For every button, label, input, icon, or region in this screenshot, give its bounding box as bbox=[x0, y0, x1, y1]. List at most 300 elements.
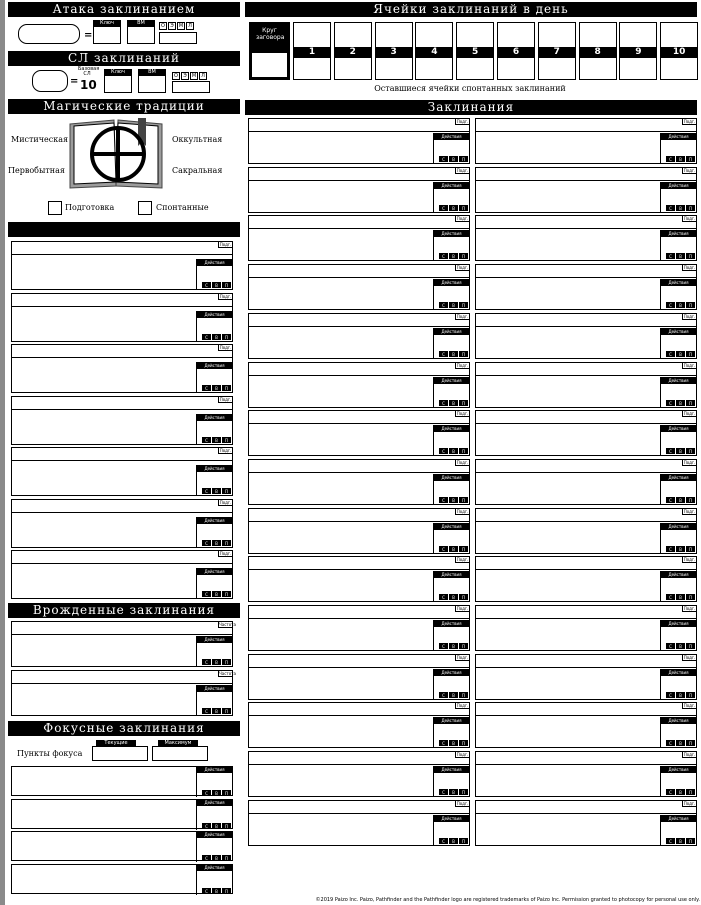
cantrip-card[interactable] bbox=[11, 293, 233, 342]
spell-name-field[interactable] bbox=[249, 606, 469, 619]
tradition-arcane[interactable]: Мистическая bbox=[11, 135, 69, 144]
components[interactable] bbox=[665, 448, 695, 454]
comp-p[interactable]: П bbox=[459, 789, 468, 795]
components[interactable] bbox=[201, 591, 231, 597]
actions-box[interactable] bbox=[196, 800, 232, 830]
actions-box[interactable] bbox=[660, 669, 696, 699]
dc-item-box[interactable] bbox=[172, 81, 210, 93]
spell-name-field[interactable] bbox=[476, 509, 696, 522]
prepared-checkbox[interactable] bbox=[48, 201, 62, 215]
prof-m[interactable]: М bbox=[191, 73, 197, 79]
components[interactable] bbox=[665, 594, 695, 600]
spell-name-field[interactable] bbox=[476, 216, 696, 229]
comp-p[interactable]: П bbox=[686, 838, 695, 844]
actions-box[interactable] bbox=[660, 717, 696, 747]
actions-box[interactable] bbox=[660, 571, 696, 601]
comp-s[interactable]: С bbox=[202, 334, 211, 340]
actions-box[interactable] bbox=[433, 279, 469, 309]
comp-v[interactable]: В bbox=[212, 282, 221, 288]
spell-dc-total[interactable] bbox=[32, 70, 68, 92]
spell-name-field[interactable] bbox=[249, 216, 469, 229]
spell-card[interactable] bbox=[248, 605, 470, 651]
comp-v[interactable]: В bbox=[676, 448, 685, 454]
actions-box[interactable] bbox=[433, 328, 469, 358]
comp-p[interactable]: П bbox=[686, 789, 695, 795]
actions-box[interactable] bbox=[433, 669, 469, 699]
spell-attack-total[interactable] bbox=[18, 24, 80, 44]
actions-box[interactable] bbox=[196, 362, 232, 392]
spell-name-field[interactable] bbox=[249, 460, 469, 473]
spell-card[interactable] bbox=[248, 410, 470, 456]
comp-s[interactable]: С bbox=[439, 205, 448, 211]
components[interactable] bbox=[201, 790, 231, 796]
components[interactable] bbox=[438, 448, 468, 454]
comp-v[interactable]: В bbox=[449, 302, 458, 308]
components[interactable] bbox=[665, 692, 695, 698]
comp-v[interactable]: В bbox=[212, 488, 221, 494]
comp-v[interactable]: В bbox=[449, 400, 458, 406]
actions-box[interactable] bbox=[433, 523, 469, 553]
components[interactable] bbox=[438, 351, 468, 357]
attack-key-box[interactable] bbox=[93, 26, 121, 44]
comp-p[interactable]: П bbox=[459, 253, 468, 259]
comp-s[interactable]: С bbox=[439, 643, 448, 649]
comp-p[interactable]: П bbox=[459, 497, 468, 503]
comp-s[interactable]: С bbox=[666, 643, 675, 649]
comp-v[interactable]: В bbox=[449, 546, 458, 552]
focus-card[interactable] bbox=[11, 864, 233, 894]
comp-s[interactable]: С bbox=[439, 740, 448, 746]
components[interactable] bbox=[665, 205, 695, 211]
spell-card[interactable] bbox=[475, 264, 697, 310]
comp-p[interactable]: П bbox=[222, 488, 231, 494]
comp-p[interactable]: П bbox=[222, 385, 231, 391]
comp-p[interactable]: П bbox=[686, 497, 695, 503]
focus-card[interactable] bbox=[11, 831, 233, 861]
comp-p[interactable]: П bbox=[686, 205, 695, 211]
prof-e[interactable]: Э bbox=[181, 72, 189, 80]
spell-card[interactable] bbox=[475, 508, 697, 554]
comp-p[interactable]: П bbox=[686, 253, 695, 259]
comp-s[interactable]: С bbox=[202, 540, 211, 546]
prof-o[interactable]: О bbox=[172, 72, 180, 80]
prof-m[interactable]: М bbox=[178, 23, 184, 29]
comp-s[interactable]: С bbox=[202, 888, 211, 894]
spell-name-field[interactable] bbox=[476, 314, 696, 327]
components[interactable] bbox=[438, 740, 468, 746]
comp-p[interactable]: П bbox=[686, 546, 695, 552]
comp-v[interactable]: В bbox=[676, 253, 685, 259]
attack-item-box[interactable] bbox=[159, 32, 197, 44]
spell-name-field[interactable] bbox=[476, 265, 696, 278]
spell-name-field[interactable] bbox=[476, 801, 696, 814]
comp-p[interactable]: П bbox=[459, 448, 468, 454]
actions-box[interactable] bbox=[433, 766, 469, 796]
comp-p[interactable]: П bbox=[222, 888, 231, 894]
cantrip-card[interactable] bbox=[11, 447, 233, 496]
spell-name-field[interactable] bbox=[12, 551, 232, 564]
spell-name-field[interactable] bbox=[249, 168, 469, 181]
components[interactable] bbox=[665, 838, 695, 844]
components[interactable] bbox=[665, 546, 695, 552]
actions-box[interactable] bbox=[196, 311, 232, 341]
focus-current-box[interactable] bbox=[92, 746, 148, 761]
spell-card[interactable] bbox=[248, 118, 470, 164]
spell-card[interactable] bbox=[475, 605, 697, 651]
focus-card[interactable] bbox=[11, 799, 233, 829]
spell-slot-level[interactable] bbox=[375, 22, 413, 80]
comp-v[interactable]: В bbox=[212, 540, 221, 546]
comp-v[interactable]: В bbox=[676, 546, 685, 552]
prof-l[interactable]: Л bbox=[199, 72, 207, 80]
spell-card[interactable] bbox=[248, 313, 470, 359]
spell-name-field[interactable] bbox=[12, 345, 232, 358]
comp-p[interactable]: П bbox=[222, 790, 231, 796]
components[interactable] bbox=[438, 253, 468, 259]
cantrip-card[interactable] bbox=[11, 396, 233, 445]
comp-v[interactable]: В bbox=[676, 400, 685, 406]
cantrip-card[interactable] bbox=[11, 241, 233, 290]
actions-box[interactable] bbox=[433, 571, 469, 601]
spell-name-field[interactable] bbox=[249, 557, 469, 570]
comp-s[interactable]: С bbox=[439, 156, 448, 162]
spell-slot-level[interactable] bbox=[456, 22, 494, 80]
spell-slot-level[interactable] bbox=[619, 22, 657, 80]
components[interactable] bbox=[438, 156, 468, 162]
spell-name-field[interactable] bbox=[12, 397, 232, 410]
spell-name-field[interactable] bbox=[12, 294, 232, 307]
comp-s[interactable]: С bbox=[202, 659, 211, 665]
comp-p[interactable]: П bbox=[459, 546, 468, 552]
tradition-occult[interactable]: Оккультная bbox=[172, 135, 223, 144]
comp-p[interactable]: П bbox=[686, 692, 695, 698]
comp-s[interactable]: С bbox=[439, 497, 448, 503]
comp-v[interactable]: В bbox=[212, 437, 221, 443]
comp-v[interactable]: В bbox=[212, 334, 221, 340]
actions-box[interactable] bbox=[660, 474, 696, 504]
comp-v[interactable]: В bbox=[212, 790, 221, 796]
components[interactable] bbox=[201, 855, 231, 861]
actions-box[interactable] bbox=[660, 620, 696, 650]
spell-card[interactable] bbox=[475, 362, 697, 408]
actions-box[interactable] bbox=[660, 377, 696, 407]
components[interactable] bbox=[665, 789, 695, 795]
focus-card[interactable] bbox=[11, 766, 233, 796]
comp-p[interactable]: П bbox=[222, 437, 231, 443]
spell-name-field[interactable] bbox=[476, 703, 696, 716]
comp-v[interactable]: В bbox=[212, 823, 221, 829]
spontaneous-checkbox[interactable] bbox=[138, 201, 152, 215]
actions-box[interactable] bbox=[196, 568, 232, 598]
comp-v[interactable]: В bbox=[676, 643, 685, 649]
comp-p[interactable]: П bbox=[459, 643, 468, 649]
dc-key-box[interactable] bbox=[104, 75, 132, 93]
comp-v[interactable]: В bbox=[676, 497, 685, 503]
comp-v[interactable]: В bbox=[676, 789, 685, 795]
comp-v[interactable]: В bbox=[212, 855, 221, 861]
comp-p[interactable]: П bbox=[686, 594, 695, 600]
actions-box[interactable] bbox=[433, 377, 469, 407]
comp-v[interactable]: В bbox=[449, 156, 458, 162]
actions-box[interactable] bbox=[660, 230, 696, 260]
actions-box[interactable] bbox=[660, 133, 696, 163]
comp-s[interactable]: С bbox=[666, 205, 675, 211]
comp-s[interactable]: С bbox=[202, 790, 211, 796]
spell-name-field[interactable] bbox=[476, 752, 696, 765]
comp-v[interactable]: В bbox=[212, 708, 221, 714]
spell-card[interactable] bbox=[475, 751, 697, 797]
components[interactable] bbox=[201, 282, 231, 288]
spell-name-field[interactable] bbox=[12, 500, 232, 513]
comp-p[interactable]: П bbox=[686, 740, 695, 746]
components[interactable] bbox=[665, 351, 695, 357]
components[interactable] bbox=[438, 643, 468, 649]
components[interactable] bbox=[201, 385, 231, 391]
comp-p[interactable]: П bbox=[686, 400, 695, 406]
actions-box[interactable] bbox=[433, 133, 469, 163]
comp-s[interactable]: С bbox=[439, 351, 448, 357]
components[interactable] bbox=[201, 823, 231, 829]
spell-name-field[interactable] bbox=[249, 801, 469, 814]
comp-v[interactable]: В bbox=[676, 594, 685, 600]
comp-p[interactable]: П bbox=[686, 302, 695, 308]
cantrip-card[interactable] bbox=[11, 550, 233, 599]
components[interactable] bbox=[665, 643, 695, 649]
tradition-primal[interactable]: Первобытная bbox=[8, 166, 65, 175]
comp-s[interactable]: С bbox=[666, 448, 675, 454]
spell-card[interactable] bbox=[248, 556, 470, 602]
comp-v[interactable]: В bbox=[676, 351, 685, 357]
actions-box[interactable] bbox=[433, 815, 469, 845]
actions-box[interactable] bbox=[433, 425, 469, 455]
actions-box[interactable] bbox=[196, 414, 232, 444]
spell-card[interactable] bbox=[475, 702, 697, 748]
comp-p[interactable]: П bbox=[459, 740, 468, 746]
components[interactable] bbox=[201, 659, 231, 665]
comp-s[interactable]: С bbox=[666, 400, 675, 406]
spell-card[interactable] bbox=[248, 751, 470, 797]
comp-p[interactable]: П bbox=[686, 643, 695, 649]
comp-p[interactable]: П bbox=[222, 659, 231, 665]
actions-box[interactable] bbox=[196, 832, 232, 862]
spell-slot-level[interactable] bbox=[334, 22, 372, 80]
components[interactable] bbox=[201, 708, 231, 714]
spell-slot-level[interactable] bbox=[497, 22, 535, 80]
tradition-divine[interactable]: Сакральная bbox=[172, 166, 223, 175]
spell-card[interactable] bbox=[475, 800, 697, 846]
components[interactable] bbox=[201, 437, 231, 443]
components[interactable] bbox=[438, 302, 468, 308]
components[interactable] bbox=[665, 497, 695, 503]
comp-s[interactable]: С bbox=[202, 385, 211, 391]
spell-name-field[interactable] bbox=[249, 265, 469, 278]
comp-v[interactable]: В bbox=[449, 838, 458, 844]
spell-card[interactable] bbox=[475, 118, 697, 164]
spell-card[interactable] bbox=[475, 167, 697, 213]
spell-card[interactable] bbox=[248, 459, 470, 505]
comp-v[interactable]: В bbox=[676, 838, 685, 844]
spell-slot-level[interactable] bbox=[415, 22, 453, 80]
components[interactable] bbox=[665, 253, 695, 259]
innate-card[interactable] bbox=[11, 670, 236, 716]
comp-p[interactable]: П bbox=[459, 156, 468, 162]
dc-vm-box[interactable] bbox=[138, 75, 166, 93]
comp-s[interactable]: С bbox=[202, 591, 211, 597]
spell-name-field[interactable] bbox=[249, 509, 469, 522]
spell-card[interactable] bbox=[248, 702, 470, 748]
actions-box[interactable] bbox=[660, 425, 696, 455]
spell-slot-level[interactable] bbox=[579, 22, 617, 80]
actions-box[interactable] bbox=[196, 865, 232, 895]
spell-name-field[interactable] bbox=[249, 411, 469, 424]
comp-p[interactable]: П bbox=[686, 448, 695, 454]
comp-p[interactable]: П bbox=[459, 400, 468, 406]
comp-v[interactable]: В bbox=[449, 205, 458, 211]
spell-name-field[interactable] bbox=[476, 168, 696, 181]
actions-box[interactable] bbox=[196, 767, 232, 797]
spell-card[interactable] bbox=[248, 215, 470, 261]
comp-s[interactable]: С bbox=[666, 497, 675, 503]
comp-v[interactable]: В bbox=[676, 740, 685, 746]
actions-box[interactable] bbox=[196, 685, 232, 715]
comp-s[interactable]: С bbox=[666, 156, 675, 162]
comp-p[interactable]: П bbox=[459, 205, 468, 211]
spell-card[interactable] bbox=[248, 800, 470, 846]
comp-s[interactable]: С bbox=[202, 855, 211, 861]
comp-s[interactable]: С bbox=[202, 823, 211, 829]
comp-s[interactable]: С bbox=[666, 351, 675, 357]
spell-name-field[interactable] bbox=[12, 622, 236, 635]
components[interactable] bbox=[201, 334, 231, 340]
comp-s[interactable]: С bbox=[439, 838, 448, 844]
prof-l[interactable]: Л bbox=[186, 22, 194, 30]
spell-card[interactable] bbox=[248, 264, 470, 310]
comp-s[interactable]: С bbox=[666, 740, 675, 746]
spell-card[interactable] bbox=[475, 654, 697, 700]
comp-p[interactable]: П bbox=[222, 591, 231, 597]
comp-v[interactable]: В bbox=[449, 351, 458, 357]
dc-proficiency[interactable] bbox=[172, 72, 208, 80]
actions-box[interactable] bbox=[660, 328, 696, 358]
comp-s[interactable]: С bbox=[666, 594, 675, 600]
actions-box[interactable] bbox=[433, 474, 469, 504]
comp-s[interactable]: С bbox=[666, 546, 675, 552]
components[interactable] bbox=[665, 740, 695, 746]
comp-v[interactable]: В bbox=[449, 448, 458, 454]
comp-s[interactable]: С bbox=[439, 546, 448, 552]
comp-s[interactable]: С bbox=[439, 400, 448, 406]
comp-p[interactable]: П bbox=[222, 282, 231, 288]
comp-s[interactable]: С bbox=[202, 282, 211, 288]
cantrip-card[interactable] bbox=[11, 344, 233, 393]
comp-v[interactable]: В bbox=[449, 253, 458, 259]
comp-v[interactable]: В bbox=[212, 888, 221, 894]
comp-s[interactable]: С bbox=[202, 437, 211, 443]
comp-s[interactable]: С bbox=[439, 448, 448, 454]
spell-card[interactable] bbox=[248, 362, 470, 408]
actions-box[interactable] bbox=[196, 636, 232, 666]
components[interactable] bbox=[438, 546, 468, 552]
actions-box[interactable] bbox=[433, 717, 469, 747]
spell-name-field[interactable] bbox=[249, 314, 469, 327]
spell-name-field[interactable] bbox=[476, 655, 696, 668]
comp-s[interactable]: С bbox=[439, 692, 448, 698]
comp-s[interactable]: С bbox=[666, 253, 675, 259]
comp-v[interactable]: В bbox=[449, 594, 458, 600]
comp-p[interactable]: П bbox=[222, 823, 231, 829]
actions-box[interactable] bbox=[196, 259, 232, 289]
prof-o[interactable]: О bbox=[159, 22, 167, 30]
comp-p[interactable]: П bbox=[222, 855, 231, 861]
actions-box[interactable] bbox=[433, 620, 469, 650]
comp-s[interactable]: С bbox=[202, 708, 211, 714]
spell-name-field[interactable] bbox=[249, 752, 469, 765]
comp-v[interactable]: В bbox=[449, 497, 458, 503]
comp-s[interactable]: С bbox=[666, 838, 675, 844]
components[interactable] bbox=[438, 205, 468, 211]
prof-e[interactable]: Э bbox=[168, 22, 176, 30]
comp-p[interactable]: П bbox=[686, 156, 695, 162]
components[interactable] bbox=[438, 838, 468, 844]
comp-s[interactable]: С bbox=[666, 789, 675, 795]
components[interactable] bbox=[438, 400, 468, 406]
comp-s[interactable]: С bbox=[666, 692, 675, 698]
comp-p[interactable]: П bbox=[459, 351, 468, 357]
comp-p[interactable]: П bbox=[222, 708, 231, 714]
spell-name-field[interactable] bbox=[249, 655, 469, 668]
innate-card[interactable] bbox=[11, 621, 236, 667]
actions-box[interactable] bbox=[196, 465, 232, 495]
comp-v[interactable]: В bbox=[212, 659, 221, 665]
actions-box[interactable] bbox=[660, 523, 696, 553]
comp-v[interactable]: В bbox=[212, 385, 221, 391]
actions-box[interactable] bbox=[660, 766, 696, 796]
comp-v[interactable]: В bbox=[676, 205, 685, 211]
components[interactable] bbox=[665, 156, 695, 162]
spell-card[interactable] bbox=[475, 459, 697, 505]
comp-v[interactable]: В bbox=[676, 156, 685, 162]
comp-v[interactable]: В bbox=[449, 789, 458, 795]
actions-box[interactable] bbox=[433, 230, 469, 260]
actions-box[interactable] bbox=[433, 182, 469, 212]
comp-p[interactable]: П bbox=[686, 351, 695, 357]
components[interactable] bbox=[665, 302, 695, 308]
comp-s[interactable]: С bbox=[439, 253, 448, 259]
components[interactable] bbox=[201, 488, 231, 494]
spell-name-field[interactable] bbox=[476, 363, 696, 376]
comp-v[interactable]: В bbox=[449, 643, 458, 649]
comp-p[interactable]: П bbox=[459, 838, 468, 844]
actions-box[interactable] bbox=[660, 279, 696, 309]
comp-s[interactable]: С bbox=[439, 789, 448, 795]
attack-proficiency[interactable] bbox=[159, 22, 195, 30]
comp-v[interactable]: В bbox=[676, 302, 685, 308]
spell-name-field[interactable] bbox=[476, 411, 696, 424]
components[interactable] bbox=[201, 888, 231, 894]
spell-name-field[interactable] bbox=[249, 703, 469, 716]
cantrip-card[interactable] bbox=[11, 499, 233, 548]
spell-name-field[interactable] bbox=[476, 119, 696, 132]
focus-max-box[interactable] bbox=[152, 746, 208, 761]
comp-p[interactable]: П bbox=[459, 302, 468, 308]
spell-name-field[interactable] bbox=[12, 448, 232, 461]
spell-card[interactable] bbox=[475, 556, 697, 602]
spell-slot-level[interactable] bbox=[293, 22, 331, 80]
spell-name-field[interactable] bbox=[249, 363, 469, 376]
spell-card[interactable] bbox=[248, 167, 470, 213]
comp-s[interactable]: С bbox=[202, 488, 211, 494]
spell-name-field[interactable] bbox=[12, 671, 236, 684]
